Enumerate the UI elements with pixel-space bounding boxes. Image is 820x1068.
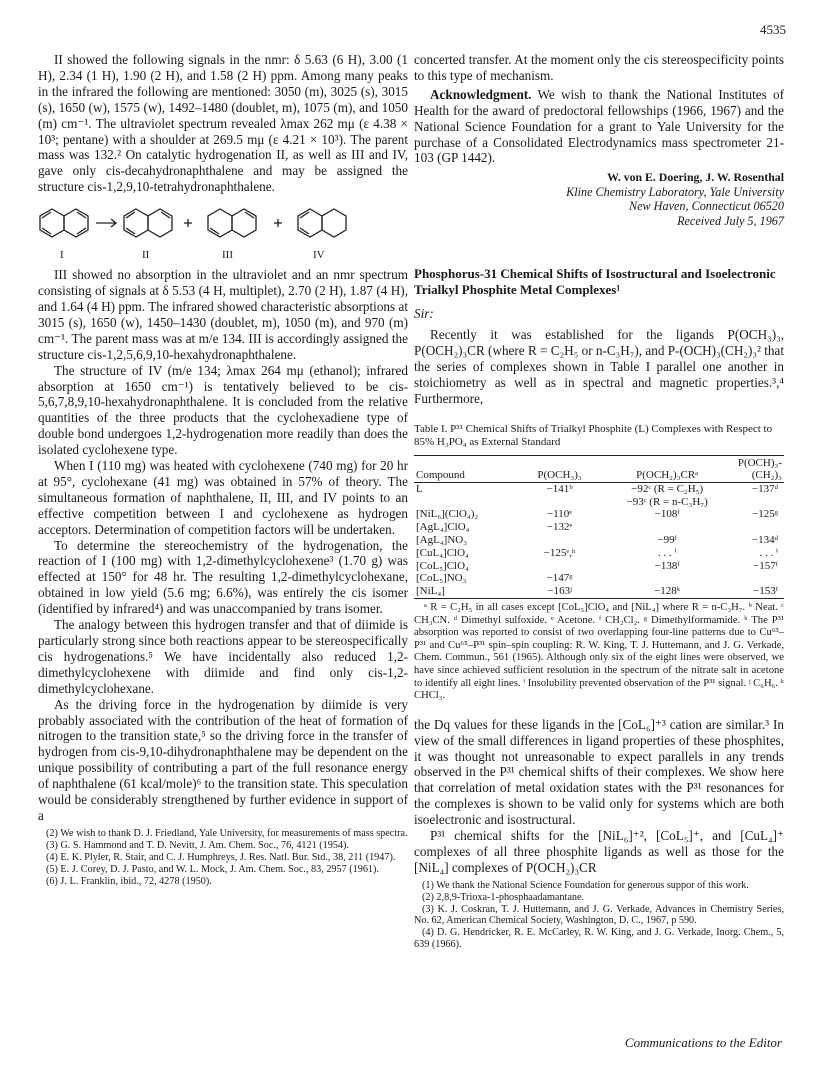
footnote: (1) We thank the National Science Foundation for generous suppor of this work.	[422, 879, 749, 891]
table-cell: . . . ⁱ	[759, 546, 778, 559]
table-cell	[521, 560, 599, 573]
footnote: (6) J. L. Franklin, ibid., 72, 4278 (1950).	[46, 875, 212, 887]
compound-label: IV	[313, 249, 325, 262]
table-cell	[521, 534, 599, 547]
table-cell: [AgL₄]ClO₄	[416, 521, 470, 534]
reaction-scheme	[38, 201, 408, 261]
footnote: (2) We wish to thank D. J. Friedland, Yale University, for measurements of mass spectra.	[46, 827, 408, 839]
affiliation: Kline Chemistry Laboratory, Yale University	[566, 184, 784, 199]
table-cell: −132ᵉ	[546, 521, 573, 534]
table-cell: −110ᵉ	[547, 508, 573, 521]
table-cell: −163ʲ	[547, 585, 572, 598]
table-cell: −128ᵏ	[654, 585, 681, 598]
left-column	[38, 52, 408, 887]
table-cell: [AgL₄]NO₃	[416, 533, 468, 546]
table-row	[414, 534, 784, 547]
compound-label: III	[222, 249, 233, 262]
page-number: 4535	[760, 22, 786, 37]
acknowledgment	[414, 87, 784, 167]
table-cell: . . . ⁱ	[657, 546, 677, 559]
paragraph: To determine the stereochemistry of the hydrogenation, the reaction of I (100 mg) with 1,2-dimethylcyclohexene³ (1.70 g) was effected at 150° for 48 hr. The resulting 1,2-dimethylcyclohexane, obtained in low yield (5.6 mg; 6.6%), was entirely the cis isomer (identified by infrared⁴) and was unaccompanied by trans isomer.	[38, 537, 408, 617]
table-cell: [CuL₄]ClO₄	[416, 546, 469, 559]
table-cell: [CoL₅]ClO₄	[416, 559, 469, 572]
compound-label: II	[142, 249, 150, 262]
table-cell	[414, 496, 521, 509]
table-row	[414, 560, 784, 573]
table-cell	[521, 496, 599, 509]
paragraph: The analogy between this hydrogen transfer and that of diimide is particularly strong since both reactions appear to be stereospecifically cis hydrogenations.⁵ We have incidentally also reduced 1,2-dimethylcyclohexene with diimide and find only cis-1,2-dimethylcyclohexane.	[38, 617, 408, 696]
footnote: (5) E. J. Corey, D. J. Pasto, and W. L. Mock, J. Am. Chem. Soc., 83, 2957 (1961).	[46, 863, 379, 875]
table-cell: −125ᵉ,ʰ	[543, 546, 576, 559]
paragraph: P³¹ chemical shifts for the [NiL₆]⁺², [CoL₅]⁺, and [CuL₄]⁺ complexes of all three phosphite ligands as well as those for the [NiL₄] complexes of P(OCH₂)₃CR	[414, 828, 784, 875]
compound-label: I	[60, 249, 64, 262]
paragraph: Recently it was established for the ligands P(OCH₃)₃, P(OCH₂)₃CR (where R = C₂H₅ or n-C₃H₇), and P-(OCH)₃(CH₂)₃² that the series of complexes shown in Table I parallel one another in stoichiometry as well as in spectral and magnetic properties.³,⁴ Furthermore,	[414, 327, 784, 406]
table-cell	[599, 572, 736, 585]
table-cell	[736, 496, 784, 509]
affiliation-address: New Haven, Connecticut 06520	[628, 199, 784, 214]
column-header: P(OCH)₃-(CH₂)₃	[737, 456, 782, 481]
table-cell: L	[416, 482, 423, 495]
right-column	[414, 52, 784, 951]
column-header: P(OCH₂)₃CRᵃ	[636, 468, 699, 481]
article-title: Phosphorus-31 Chemical Shifts of Isostructural and Isoelectronic Trialkyl Phosphite Metal Complexes¹	[414, 266, 776, 297]
table-cell: −147ᵍ	[546, 572, 573, 585]
table-cell: −141ᵇ	[546, 482, 573, 495]
table-row	[414, 585, 784, 598]
table-caption: Table I. P³¹ Chemical Shifts of Trialkyl Phosphite (L) Complexes with Respect to 85% H₃PO₄ as External Standard	[414, 422, 773, 448]
footnotes	[414, 880, 784, 951]
table-cell: [NiL₄]	[416, 585, 445, 598]
table-footnotes: ᵃ R = C₂H₅ in all cases except [CoL₅]ClO₄ and [NiL₄] where R = n-C₃H₇. ᵇ Neat. ᶜ CH₃CN. ᵈ Dimethyl sulfoxide. ᵉ Acetone. ᶠ CH₂Cl₂. ᵍ Dimethylformamide. ʰ The P³¹ absorption was reported to consist of two overlapping four-line patterns due to Cu⁶³–P³¹ and Cu⁶⁵–P³¹ spin–spin coupling: R. W. King, T. J. Huttemann, and J. G. Verkade, Chem. Commun., 561 (1965). Although only six of the eight lines were observed, we have since achieved sufficient resolution in the spectrum of the nitrate salt in acetone to identify all eight lines. ⁱ Insolubility prevented observation of the P³¹ signal. ʲ C₆H₆. ᵏ CHCl₃.	[414, 601, 784, 702]
table-header-row	[414, 455, 784, 482]
acknowledgment-label: Acknowledgment.	[430, 86, 532, 102]
table-cell: −138ᶠ	[654, 559, 680, 572]
authors: W. von E. Doering, J. W. Rosenthal	[607, 170, 784, 185]
table-cell	[736, 521, 784, 534]
footnote: (3) G. S. Hammond and T. D. Nevitt, J. Am. Chem. Soc., 76, 4121 (1954).	[46, 839, 349, 851]
column-header: Compound	[416, 468, 465, 481]
paragraph: the Dq values for these ligands in the [CoL₆]⁺³ cation are similar.³ In view of the small differences in ligand properties of these phosphites, it was thought not unreasonable to expect parallels in any trends observed in the P³¹ chemical shifts of their complexes. We show here that correlation of metal oxidation states with the P³¹ resonances for the complexes is shown to be valid only for systems which are both isoelectronic and isostructural.	[414, 716, 784, 828]
table-cell: −108ᶠ	[654, 508, 680, 521]
table-cell: −153ᶠ	[753, 585, 778, 598]
table-row	[414, 547, 784, 560]
table-cell: −92ᶜ (R = C₂H₅)	[631, 482, 704, 495]
footnote: (4) E. K. Plyler, R. Stair, and C. J. Humphreys, J. Res. Natl. Bur. Std., 38, 211 (1947).	[46, 851, 396, 863]
data-table	[414, 455, 784, 599]
column-header: P(OCH₃)₃	[537, 468, 582, 481]
table-cell: −99ᶠ	[657, 533, 677, 546]
paragraph: When I (110 mg) was heated with cyclohexene (740 mg) for 20 hr at 95°, cyclohexane (41 mg) was obtained in 57% of theory. The simultaneous formation of naphthalene, II, III, and IV points to an effective competition between I and cyclohexene as hydrogen acceptors. Determination of competition factors will be undertaken.	[38, 458, 408, 537]
table-row	[414, 521, 784, 534]
table-cell: −93ᶜ (R = n-C₃H₇)	[626, 495, 708, 508]
table-row	[414, 572, 784, 585]
table-row	[414, 508, 784, 521]
table-cell: −157ᶠ	[753, 559, 778, 572]
table-cell	[736, 572, 784, 585]
table-cell: −137ᵈ	[751, 482, 778, 495]
table-row	[414, 482, 784, 495]
paragraph: The structure of IV (m/e 134; λmax 264 mμ (ethanol); infrared absorption at 1650 cm⁻¹) is tentatively believed to be cis-5,6,7,8,9,10-hexahydronaphthalene. It is concluded from the relative quantities of the three products that the cyclohexadiene type of double bond undergoes 1,2-hydrogenation more readily than does the isolated cyclohexene type.	[38, 362, 408, 458]
footnote: (3) K. J. Coskran, T. J. Huttemann, and J. G. Verkade, Advances in Chemistry Series, No. 62, American Chemical Society, Washington, D. C., 1967, p 590.	[414, 903, 784, 927]
paragraph: III showed no absorption in the ultraviolet and an nmr spectrum consisting of signals at δ 5.53 (4 H, multiplet), 2.70 (2 H), 1.87 (4 H), and 1.64 (4 H) ppm. The infrared showed characteristic absorptions at 3015 (s), 1650 (w), 1450–1430 (doublet, m), 1050 (m), and 970 (m) cm⁻¹. The parent mass was at m/e 134. III is accordingly assigned the structure cis-1,2,5,6,9,10-hexahydronaphthalene.	[38, 267, 408, 362]
journal-section-footer: Communications to the Editor	[624, 1035, 782, 1050]
table-cell: −134ᵈ	[751, 533, 778, 546]
salutation: Sir:	[414, 306, 434, 322]
received-date: Received July 5, 1967	[677, 213, 784, 228]
table-cell: [CoL₅]NO₃	[416, 572, 467, 585]
paragraph: II showed the following signals in the nmr: δ 5.63 (6 H), 3.00 (1 H), 2.34 (1 H), 1.90 (2 H), and 1.58 (2 H) ppm. Among many peaks in the infrared the following are mentioned: 3050 (m), 3025 (s), 3015 (s), 1650 (w), 1575 (w), 1492–1480 (doublet, m), 1075 (m), and 1050 (m) cm⁻¹. The ultraviolet spectrum revealed λmax 262 mμ (ε 4.38 × 10³; pentane) with a shoulder at 269.5 mμ (ε 4.21 × 10³). The parent mass was 132.² On catalytic hydrogenation II, as well as III and IV, gave only cis-decahydronaphthalene and may be assigned the structure cis-1,2,9,10-tetrahydronaphthalene.	[38, 52, 408, 195]
footnotes	[38, 828, 408, 888]
paragraph: concerted transfer. At the moment only the cis stereospecificity points to this type of mechanism.	[414, 52, 784, 83]
paragraph: As the driving force in the hydrogenation by diimide is very probably associated with the contribution of the heat of formation of nitrogen to the transition state,⁵ so the driving force in the transfer of hydrogen from cis-9,10-dihydronaphthalene may be dependent on the unique possibility of contributing a part of the full resonance energy of naphthalene (61 kcal/mole)⁶ to the transition state. This speculation would be considerably strengthened by further evidence in support of a	[38, 696, 408, 823]
footnote: (2) 2,8,9-Trioxa-1-phosphaadamantane.	[422, 891, 585, 903]
table-row	[414, 496, 784, 509]
footnote: (4) D. G. Hendricker, R. E. McCarley, R. W. King, and J. G. Verkade, Inorg. Chem., 5, 639 (1966).	[414, 927, 784, 951]
acknowledgment-text: We wish to thank the National Institutes of Health for the award of predoctoral fellowships (1966, 1967) and the National Science Foundation for a grant to Yale University for the purchase of a Consolidated Electrodynamics mass spectrometer 21-103 (GP 1442).	[414, 86, 784, 166]
table-cell	[599, 521, 736, 534]
table-cell: [NiL₆](ClO₄)₂	[416, 508, 479, 521]
table-cell: −125ᵍ	[751, 508, 778, 521]
